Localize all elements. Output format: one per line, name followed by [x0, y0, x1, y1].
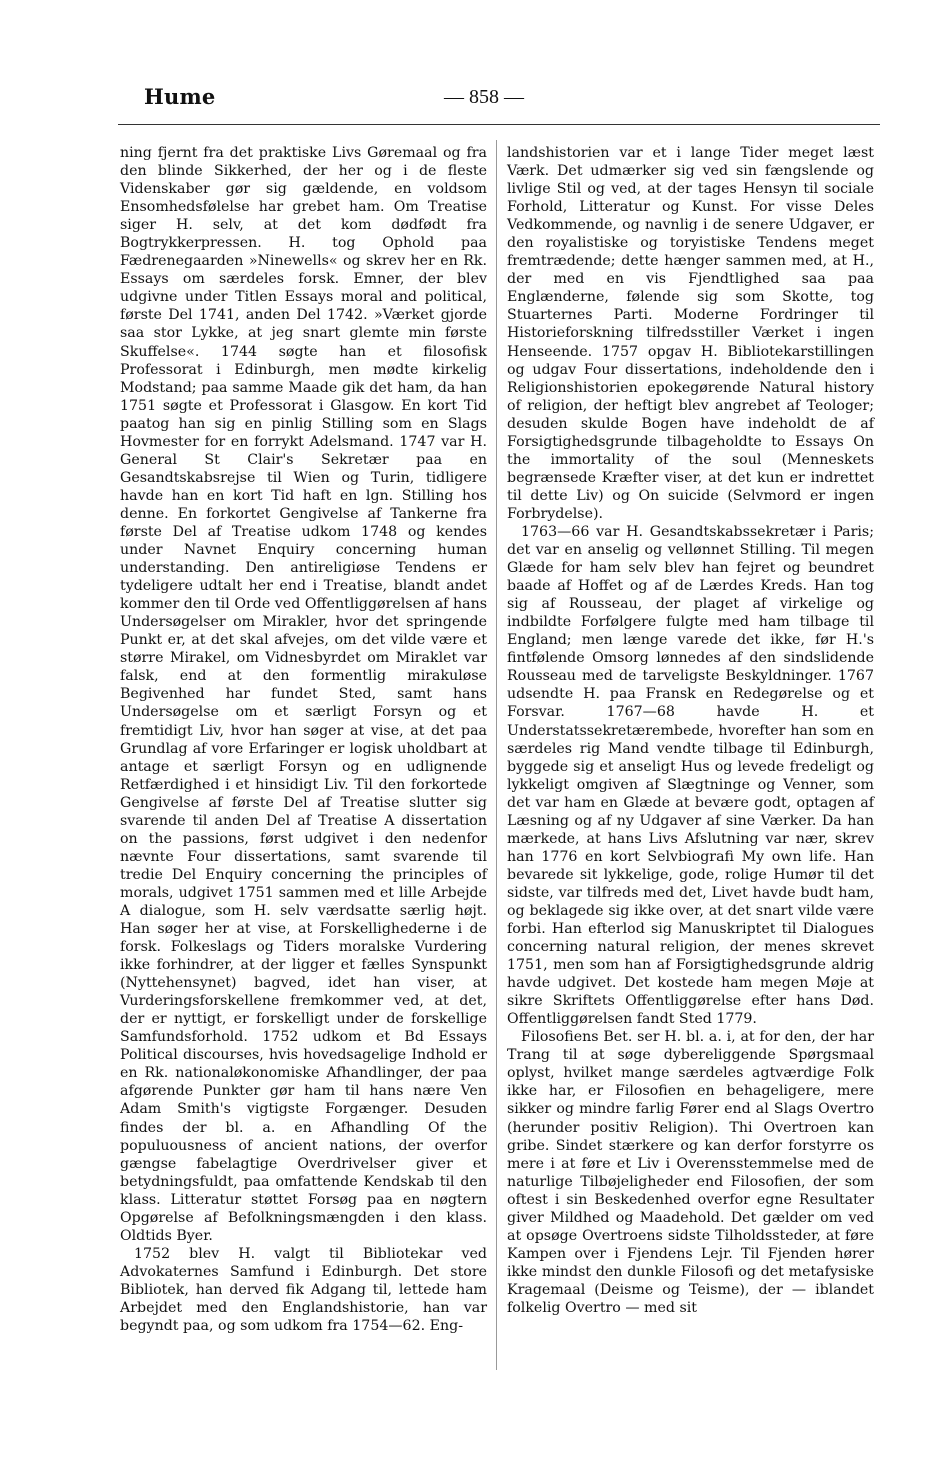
paragraph: 1752 blev H. valgt til Bibliotekar ved Advokaternes Samfund i Edinburgh. Det store Bibliotek, han derved fik Adgang til, lettede ham Arbejdet med den Englandshistorie, han var begyndt paa, og som udkom fra 1754—62. Eng- [120, 1245, 487, 1335]
paragraph: 1763—66 var H. Gesandtskabssekretær i Paris; det var en anselig og vellønnet Stilling. Til megen Glæde for ham selv blev han fejret og beundret baade af Hoffet og af de Lærdes Kreds. Han tog sig af Rousseau, der plaget af virkelige og indbildte Forfølgere fulgte med ham tilbage til England; men længe varede det ikke, før H.'s fintfølende Omsorg lønnedes af den sindslidende Rousseau med de tarveligste Beskyldninger. 1767 udsendte H. paa Fransk en Redegørelse og et Forsvar. 1767—68 havde H. et Understatssekretærembede, hvorefter han som en særdeles rig Mand vendte tilbage til Edinburgh, byggede sig et anseligt Hus og levede fredeligt og lykkeligt omgiven af Slægtninge og Venner, som det var ham en Glæde at bevære godt, optagen af Læsning og af ny Udgaver af sine Værker. Da han mærkede, at hans Livs Afslutning var nær, skrev han 1776 en kort Selvbiografi My own life. Han bevarede sit lykkelige, gode, rolige Humør til det sidste, var tilfreds med det, Livet havde budt ham, og beklagede sig ikke over, at det snart vilde være forbi. Han efterlod sig Manuskriptet til Dialogues concerning natural religion, der menes skrevet 1751, men som han af Forsigtighedsgrunde aldrig havde udgivet. Det kostede ham megen Møje at sikre Skriftets Offentliggørelse efter hans Død. Offentliggørelsen fandt Sted 1779. [507, 523, 874, 1028]
left-column [120, 144, 487, 1335]
page-number: — 858 — [444, 86, 524, 108]
paragraph: landshistorien var et i lange Tider meget læst Værk. Det udmærker sig ved sin fængslende og livlige Stil og ved, at der tages Hensyn til sociale Forhold, Litteratur og Kunst. For visse Deles Vedkommende, og navnlig i de senere Udgaver, er den royalistiske og toryistiske Tendens meget fremtrædende; dette hænger sammen med, at H., der med en vis Fjendtlighed saa paa Englænderne, følende sig som Skotte, tog Stuarternes Parti. Moderne Fordringer til Historieforskning tilfredsstiller Værket i ingen Henseende. 1757 opgav H. Bibliotekarstillingen og udgav Four dissertations, indeholdende den i Religionshistorien epokegørende Natural history of religion, der heftigt blev angrebet af Teologer; desuden skulde Bogen have indeholdt de af Forsigtighedsgrunde tilbageholdte to Essays On the immortality of the soul (Menneskets begrænsede Kræfter viser, at det kun er indrettet til dette Liv) og On suicide (Selvmord er ingen Forbrydelse). [507, 145, 874, 522]
paragraph: ning fjernt fra det praktiske Livs Gøremaal og fra den blinde Sikkerhed, der her og i de fleste Videnskaber gør sig gældende, en voldsom Ensomhedsfølelse har grebet ham. Om Treatise siger H. selv, at det kom dødfødt fra Bogtrykkerpressen. H. tog Ophold paa Fædrenegaarden »Ninewells« og skrev her en Rk. Essays om særdeles forsk. Emner, der blev udgivne under Titlen Essays moral and political, første Del 1741, anden Del 1742. »Værket gjorde saa stor Lykke, at jeg snart glemte min første Skuffelse«. 1744 søgte han et filosofisk Professorat i Edinburgh, men mødte kirkelig Modstand; paa samme Maade gik det ham, da han 1751 søgte et Professorat i Glasgow. En kort Tid paatog han sig en pinlig Stilling som en Slags Hovmester for en forrykt Adelsmand. 1747 var H. General St Clair's Sekretær paa en Gesandtskabsrejse til Wien og Turin, tidligere havde han en kort Tid haft en lgn. Stilling hos denne. En forkortet Gengivelse af Tankerne fra første Del af Treatise udkom 1748 og kendes under Navnet Enquiry concerning human understanding. Den antireligiøse Tendens er tydeligere udtalt her end i Treatise, blandt andet kommer den til Orde ved Offentliggørelsen af hans Undersøgelser om Mirakler, hvor det springende Punkt er, at det skal afvejes, om det vilde være et større Mirakel, om Vidnesbyrdet om Miraklet var falsk, end at den formentlig mirakuløse Begivenhed har fundet Sted, samt hans Undersøgelse om et særligt Forsyn og et fremtidigt Liv, hvor han søger at vise, at det paa Grundlag af vore Erfaringer er logisk uholdbart at antage et særligt Forsyn og en udlignende Retfærdighed i et hinsidigt Liv. Til den forkortede Gengivelse af første Del af Treatise slutter sig svarende til anden Del af Treatise A dissertation on the passions, først udgivet i den nedenfor nævnte Four dissertations, samt svarende til tredie Del Enquiry concerning the principles of morals, udgivet 1751 sammen med et lille Arbejde A dialogue, som H. selv værdsatte særlig højt. Han søger her at vise, at Forskellighederne i de forsk. Folkeslags og Tiders moralske Vurdering ikke forhindrer, at der ligger et fælles Synspunkt (Nyttehensynet) bagved, idet han viser, at Vurderingsforskellene fremkommer ved, at det, der er nyttigt, er forskelligt under de forskellige Samfundsforhold. 1752 udkom et Bd Essays Political discourses, hvis hovedsagelige Indhold er en Rk. nationaløkonomiske Afhandlinger, der paa afgørende Punkter gør ham til hans nære Ven Adam Smith's vigtigste Forgænger. Desuden findes der bl. a. en Afhandling Of the populuousness of ancient nations, der overfor gængse fabelagtige Overdrivelser giver et betydningsfuldt, paa omfattende Kendskab til den klass. Litteratur støttet Forsøg paa en nøgtern Opgørelse af Befolkningsmængden i den klass. Oldtids Byer. [120, 145, 487, 1244]
running-head-title: Hume [144, 84, 216, 109]
header-rule [118, 124, 880, 125]
paragraph: Filosofiens Bet. ser H. bl. a. i, at for den, der har Trang til at søge dybereliggende Spørgsmaal oplyst, hvilket mange særdeles agtværdige Folk ikke har, er Filosofien en behageligere, mere sikker og mindre farlig Fører end al Slags Overtro (herunder positiv Religion). Thi Overtroen kan gribe. Sindet stærkere og kan derfor forstyrre os mere i at føre et Liv i Overensstemmelse med de naturlige Tilbøjeligheder end Filosofien, der som oftest i sin Beskedenhed overfor egne Resultater giver Mildhed og Maadehold. Det gælder om ved at opsøge Overtroens sidste Tilholdssteder, at føre Kampen over i Fjendens Lejr. Til Fjenden hører ikke mindst den dunkle Filosofi og det metafysiske Kragemaal (Deisme og Teisme), der — iblandet folkelig Overtro — med sit [507, 1029, 874, 1316]
right-column [507, 144, 874, 1317]
column-divider [496, 140, 497, 1370]
